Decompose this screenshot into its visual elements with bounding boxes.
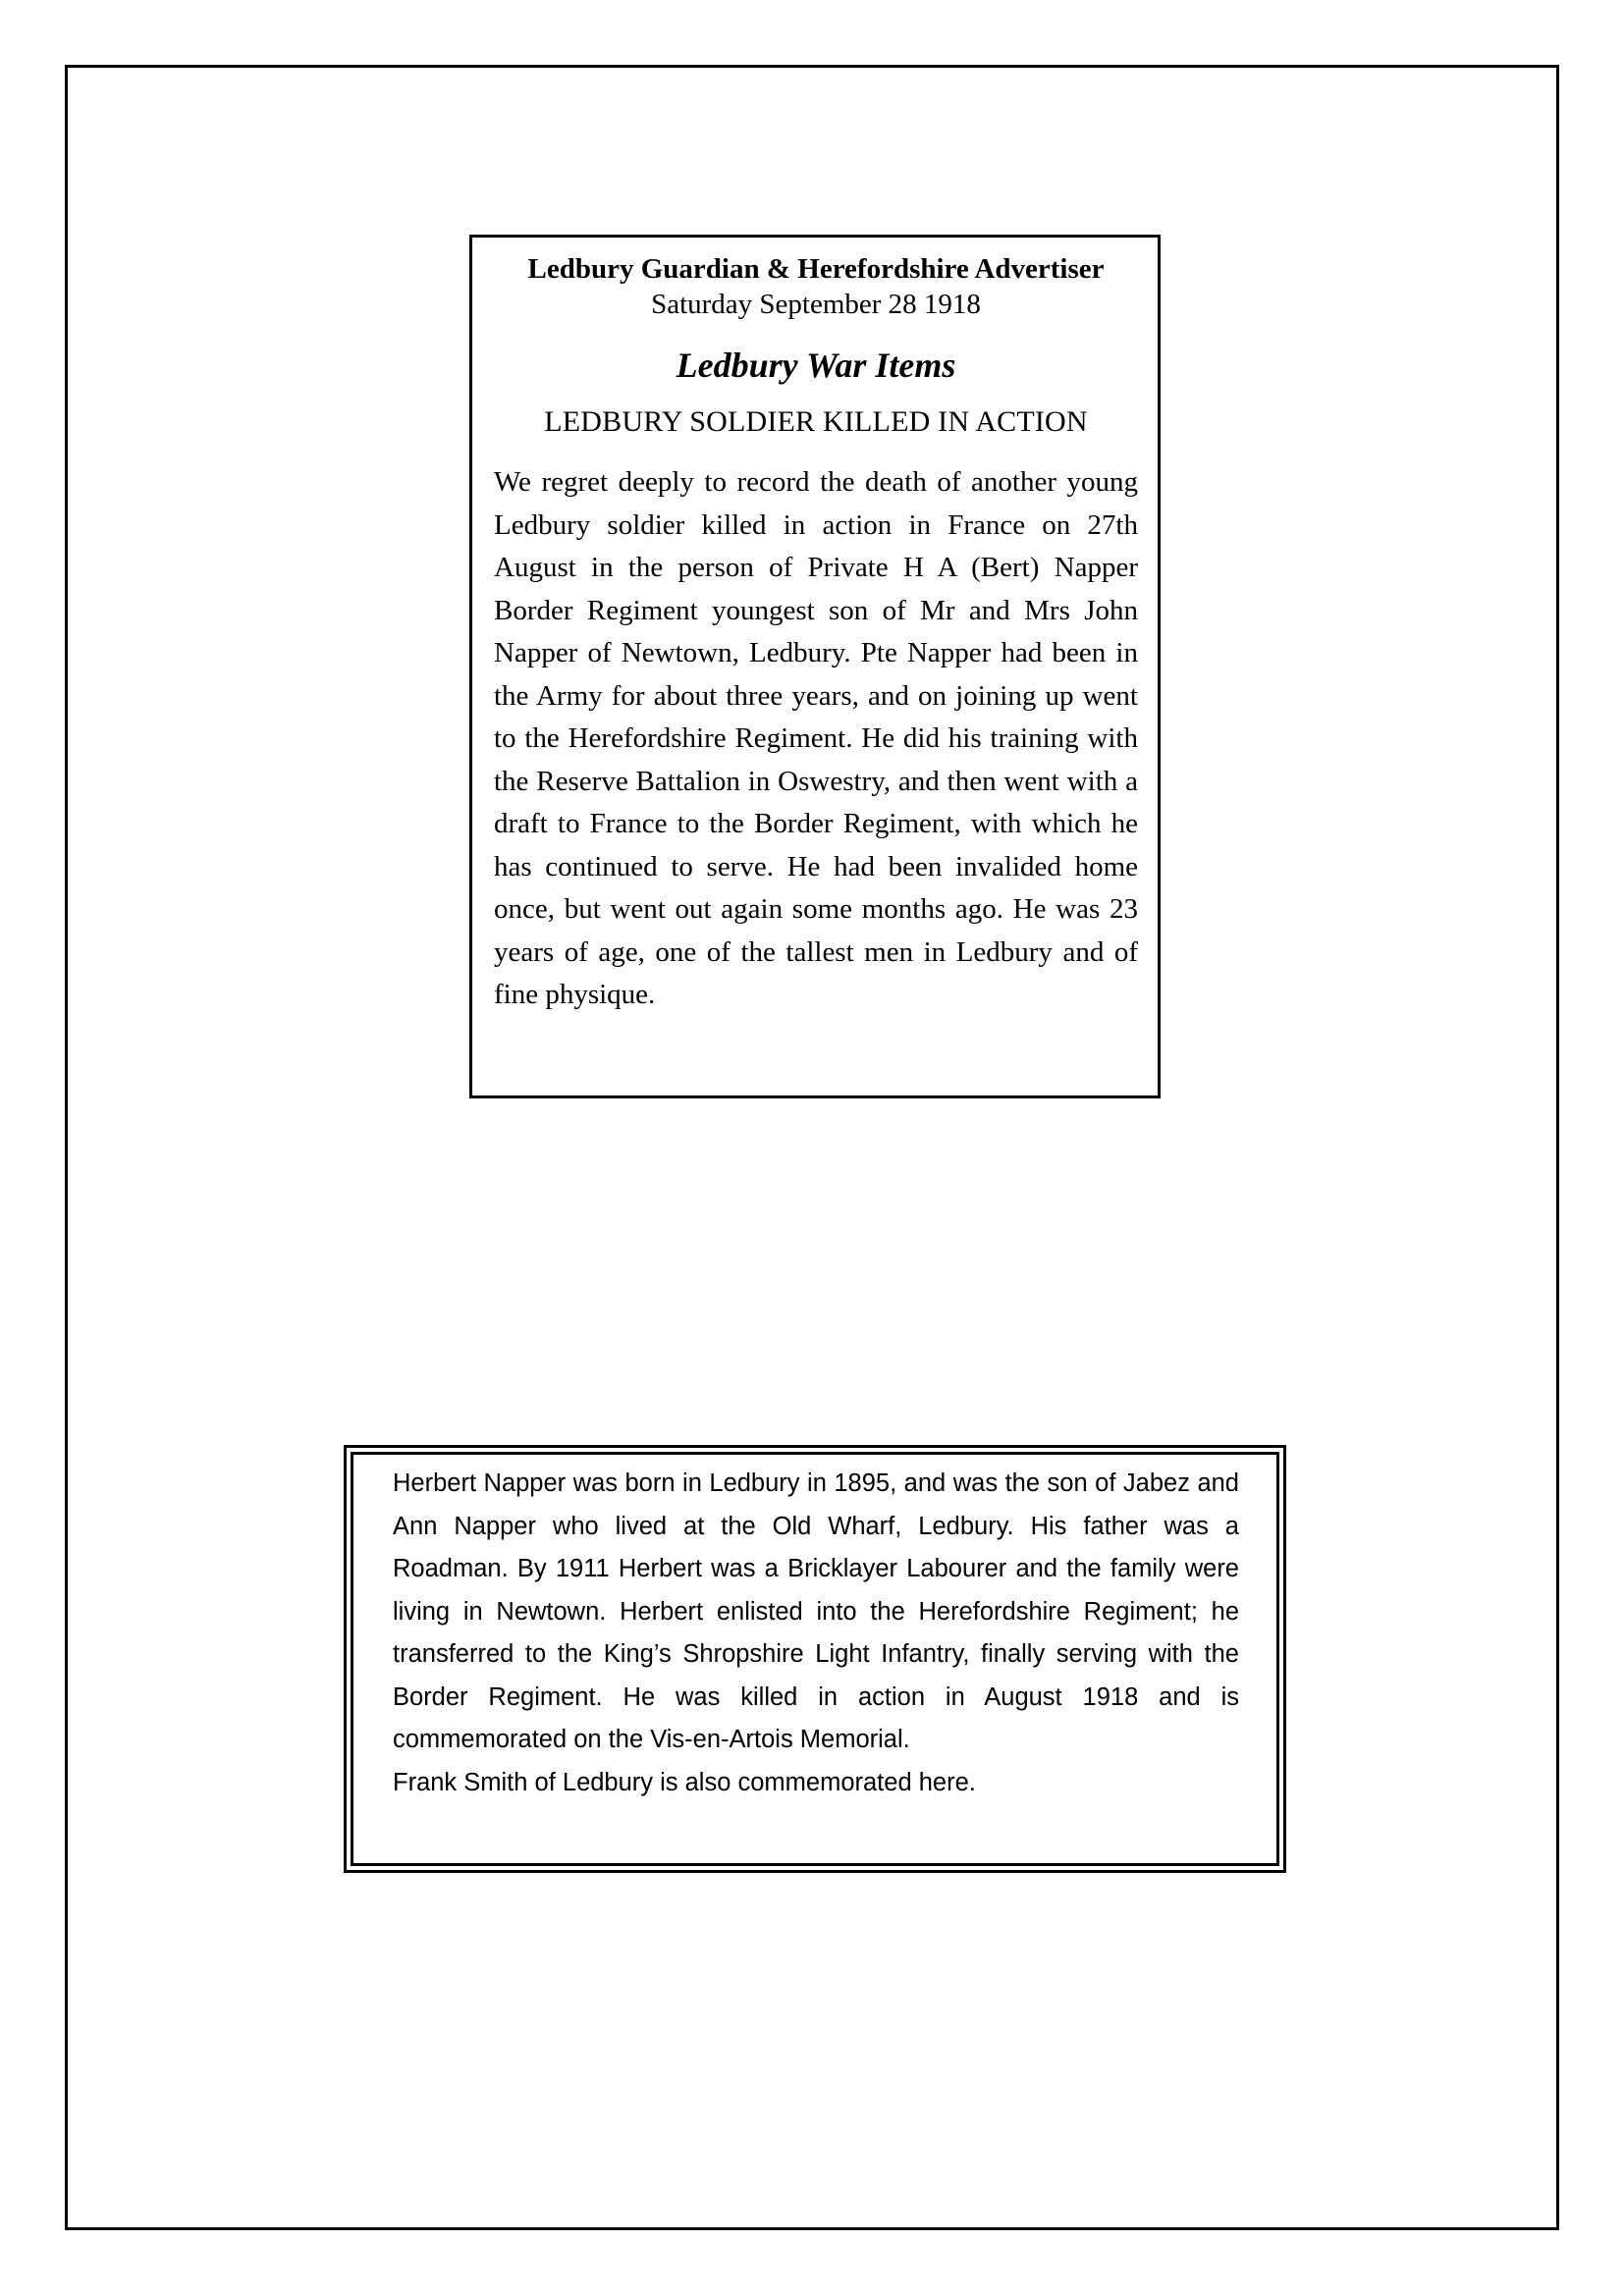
biography-note: Frank Smith of Ledbury is also commemorated here. xyxy=(393,1768,976,1796)
newspaper-name: Ledbury Guardian & Herefordshire Advertiser xyxy=(527,253,1105,285)
newspaper-article-box xyxy=(469,235,1161,1098)
biography-inner-frame xyxy=(351,1452,1279,1866)
biography-box xyxy=(344,1445,1286,1873)
newspaper-date: Saturday September 28 1918 xyxy=(651,289,981,320)
article-section-title: Ledbury War Items xyxy=(676,346,956,385)
article-body: We regret deeply to record the death of another young Ledbury soldier killed in action in France on 27th August in the person of Private H A (Bert) Napper Border Regiment youngest son of Mr and Mrs John Napper of Newtown, Ledbury. Pte Napper had been in the Army for about three years, and on joining up went to the Herefordshire Regiment. He did his training with the Reserve Battalion in Oswestry, and then went with a draft to France to the Border Regiment, with which he has continued to serve. He had been invalided home once, but went out again some months ago. He was 23 years of age, one of the tallest men in Ledbury and of fine physique. xyxy=(494,466,1138,1010)
biography-text: Herbert Napper was born in Ledbury in 1895, and was the son of Jabez and Ann Napper who lived at the Old Wharf, Ledbury. His father was a Roadman. By 1911 Herbert was a Bricklayer Labourer and the family were living in Newtown. Herbert enlisted into the Herefordshire Regiment; he transferred to the King’s Shropshire Light Infantry, finally serving with the Border Regiment. He was killed in action in August 1918 and is commemorated on the Vis-en-Artois Memorial. xyxy=(393,1469,1239,1753)
article-headline: LEDBURY SOLDIER KILLED IN ACTION xyxy=(544,405,1088,438)
